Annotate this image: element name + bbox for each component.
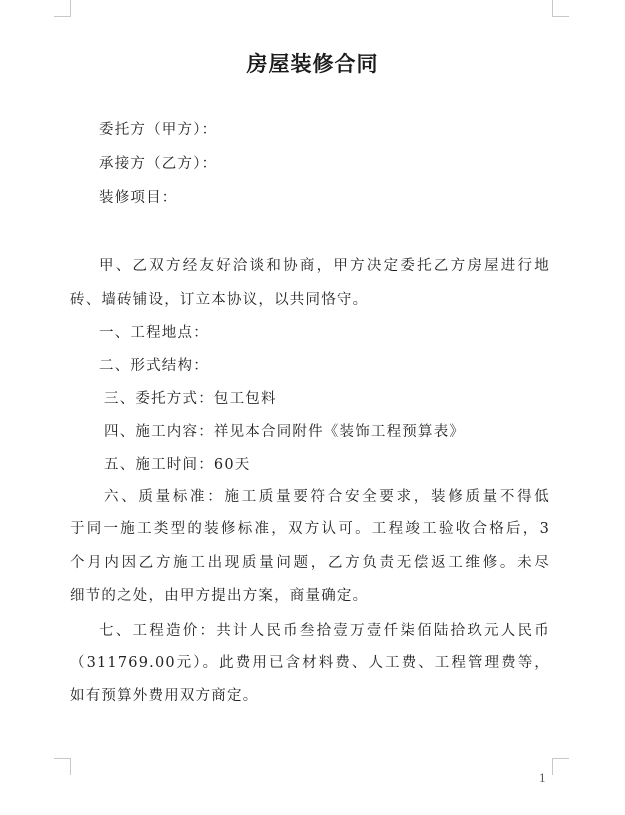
crop-mark-top-right — [552, 0, 569, 17]
intro-paragraph-line-1: 甲、乙双方经友好洽谈和协商，甲方决定委托乙方房屋进行地 — [99, 258, 550, 274]
clause-1-location: 一、工程地点： — [99, 325, 209, 341]
page-number: 1 — [539, 770, 546, 785]
clause-3-method: 三、委托方式：包工包料 — [104, 391, 277, 407]
client-party-line: 委托方（甲方）： — [99, 122, 218, 138]
clause-5-duration: 五、施工时间：60天 — [104, 457, 251, 473]
crop-mark-bottom-right — [552, 758, 569, 775]
document-title: 房屋装修合同 — [246, 52, 379, 76]
clause-4-content: 四、施工内容：祥见本合同附件《装饰工程预算表》 — [104, 424, 466, 440]
crop-mark-top-left — [54, 0, 71, 17]
intro-paragraph-line-2: 砖、墙砖铺设，订立本协议，以共同恪守。 — [70, 292, 369, 308]
contractor-party-line: 承接方（乙方）： — [99, 156, 218, 172]
clause-6-line-4: 细节的之处，由甲方提出方案，商量确定。 — [70, 588, 369, 604]
clause-7-line-2: （311769.00元）。此费用已含材料费、人工费、工程管理费等， — [70, 655, 550, 671]
clause-6-line-2: 于同一施工类型的装修标准，双方认可。工程竣工验收合格后，3 — [70, 521, 550, 537]
clause-7-line-1: 七、工程造价：共计人民币叁拾壹万壹仟柒佰陆拾玖元人民币 — [99, 623, 550, 639]
clause-2-structure: 二、形式结构： — [99, 358, 209, 374]
clause-7-line-3: 如有预算外费用双方商定。 — [70, 688, 259, 704]
clause-6-line-3: 个月内因乙方施工出现质量问题，乙方负责无偿返工维修。未尽 — [70, 555, 550, 571]
crop-mark-bottom-left — [54, 758, 71, 775]
clause-6-line-1: 六、质量标准：施工质量要符合安全要求，装修质量不得低 — [104, 489, 550, 505]
project-line: 装修项目： — [99, 190, 178, 206]
